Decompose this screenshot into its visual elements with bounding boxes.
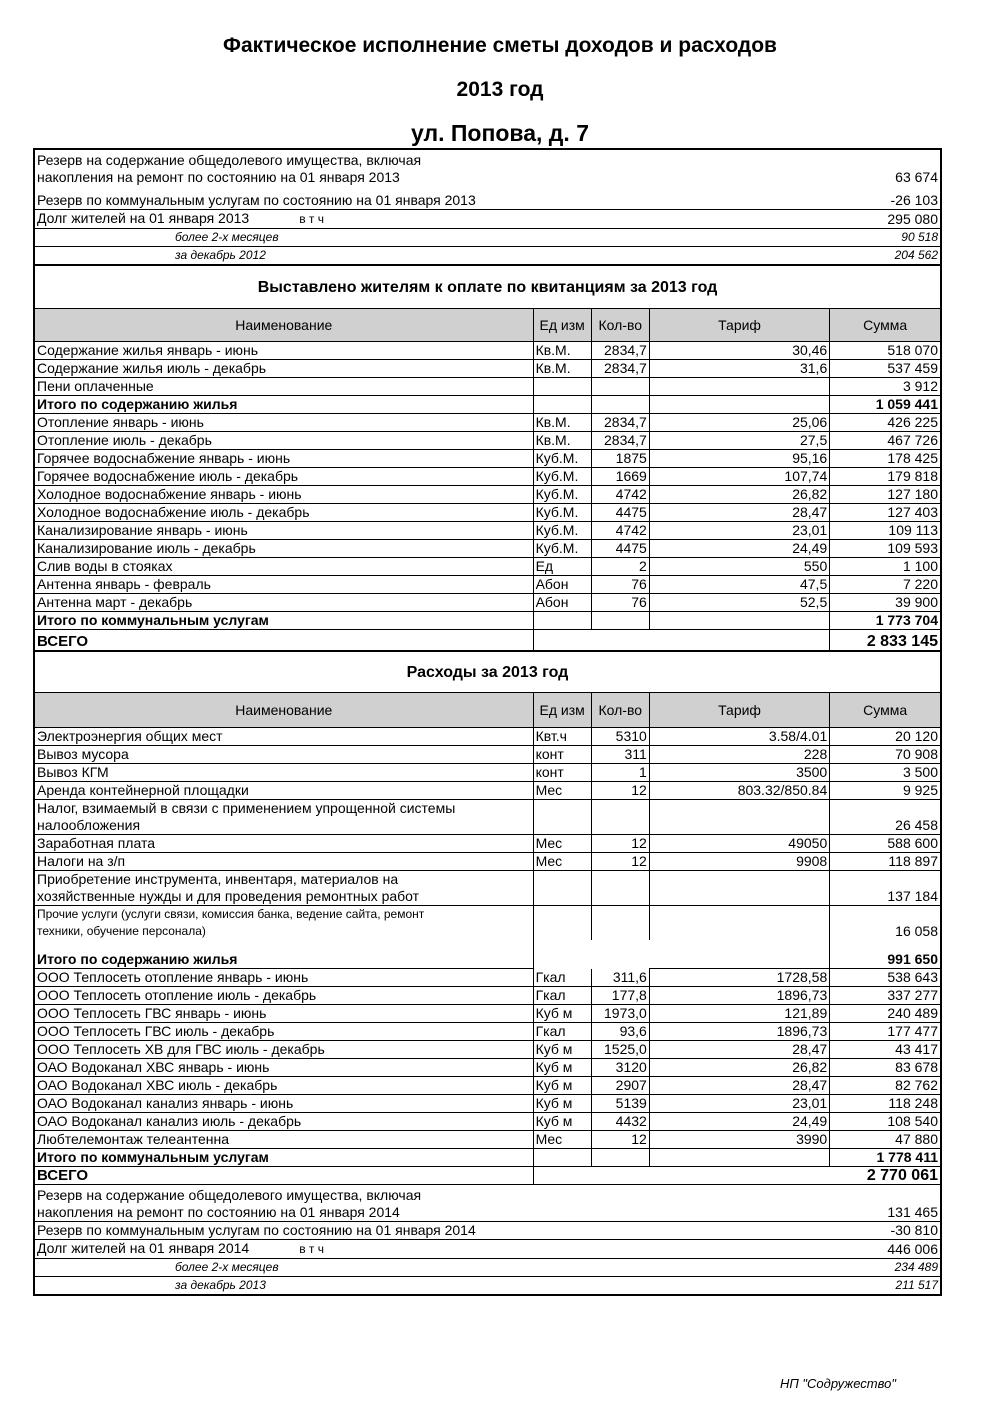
cell-qty [591, 396, 649, 414]
cell-unit: Куб м [533, 1059, 591, 1077]
cell-unit: конт [533, 764, 591, 782]
cell-unit [533, 396, 591, 414]
opening-over2-row [34, 229, 941, 247]
cell-unit: Абон [533, 576, 591, 594]
closing-over2-row [34, 1259, 941, 1277]
expenses-section-title-row [34, 651, 941, 693]
cell-tariff: 3500 [649, 764, 829, 782]
row-label: Итого по содержанию жилья [34, 940, 533, 969]
cell-qty: 5139 [591, 1095, 649, 1113]
total-value: 2 833 145 [830, 630, 941, 652]
util-total-row [34, 1149, 941, 1167]
row-value: 1 778 411 [830, 1149, 941, 1167]
cell-qty: 311 [591, 746, 649, 764]
cell-sum: 109 593 [830, 540, 941, 558]
cell-sum: 39 900 [830, 594, 941, 612]
row-label: Резерв по коммунальным услугам по состоянию на 01 января 2014 [34, 1222, 830, 1240]
cell-unit: Мес [533, 1131, 591, 1149]
cell-qty: 12 [591, 782, 649, 800]
row-value: 131 465 [830, 1185, 941, 1222]
table-row [34, 1059, 941, 1077]
cell-tariff: 31,6 [649, 360, 829, 378]
table-row [34, 432, 941, 450]
row-label: Итого по коммунальным услугам [34, 1149, 533, 1167]
cell-unit: конт [533, 746, 591, 764]
row-label: Долг жителей на 01 января 2013 [37, 210, 250, 226]
budget-table [33, 148, 942, 1296]
cell-tariff: 28,47 [649, 504, 829, 522]
cell-name: Вывоз КГМ [34, 764, 533, 782]
cell-qty: 12 [591, 853, 649, 871]
table-row [34, 540, 941, 558]
row-value: 204 562 [830, 247, 941, 266]
cell-sum: 108 540 [830, 1113, 941, 1131]
table-row [34, 558, 941, 576]
row-value: -26 103 [830, 192, 941, 210]
row-value: 137 184 [830, 871, 941, 906]
cell-name: Антенна март - декабрь [34, 594, 533, 612]
cell-tariff: 24,49 [649, 1113, 829, 1131]
opening-reserve-common-row [34, 149, 941, 186]
cell-sum: 7 220 [830, 576, 941, 594]
row-value: 295 080 [830, 210, 941, 229]
cell-tariff: 1896,73 [649, 1023, 829, 1041]
cell-sum: 518 070 [830, 342, 941, 360]
cell-name: Антенна январь - февраль [34, 576, 533, 594]
cell-qty: 76 [591, 594, 649, 612]
cell-tariff: 803.32/850.84 [649, 782, 829, 800]
table-row [34, 522, 941, 540]
table-row [34, 746, 941, 764]
row-value: 63 674 [830, 149, 941, 186]
cell-name: Горячее водоснабжение январь - июнь [34, 450, 533, 468]
cell-qty: 76 [591, 576, 649, 594]
tax-row [34, 800, 941, 835]
cell-sum: 118 897 [830, 853, 941, 871]
cell-name: Отопление январь - июнь [34, 414, 533, 432]
cell-tariff: 1896,73 [649, 987, 829, 1005]
document-address: ул. Попова, д. 7 [411, 120, 589, 146]
cell-tariff: 121,89 [649, 1005, 829, 1023]
table-row [34, 486, 941, 504]
cell-qty: 2 [591, 558, 649, 576]
cell-name: Итого по содержанию жилья [34, 396, 533, 414]
cell-sum: 537 459 [830, 360, 941, 378]
table-row [34, 468, 941, 486]
cell-tariff: 27,5 [649, 432, 829, 450]
maint-total-row [34, 940, 941, 969]
cell-qty: 4742 [591, 522, 649, 540]
cell-tariff: 30,46 [649, 342, 829, 360]
cell-name: ОАО Водоканал канализ июль - декабрь [34, 1113, 533, 1131]
billed-header-row [34, 309, 941, 342]
cell-unit: Кв.М. [533, 360, 591, 378]
cell-qty: 4475 [591, 540, 649, 558]
section-title: Выставлено жителям к оплате по квитанциям за 2013 год [34, 265, 941, 309]
row-label: более 2-х месяцев [34, 1259, 830, 1277]
cell-tariff: 47,5 [649, 576, 829, 594]
row-label: Долг жителей на 01 января 2014 [37, 1240, 250, 1256]
tools-row [34, 871, 941, 906]
cell-name: ООО Теплосеть ХВ для ГВС июль - декабрь [34, 1041, 533, 1059]
closing-reserve-common-row [34, 1185, 941, 1222]
cell-sum: 3 912 [830, 378, 941, 396]
cell-qty: 4432 [591, 1113, 649, 1131]
header-name: Наименование [34, 693, 533, 728]
cell-tariff [649, 378, 829, 396]
section-title: Расходы за 2013 год [34, 651, 941, 693]
cell-tariff: 3.58/4.01 [649, 728, 829, 746]
cell-qty [591, 378, 649, 396]
table-row [34, 728, 941, 746]
cell-unit: Куб.М. [533, 522, 591, 540]
row-label: Прочие услуги (услуги связи, комиссия банка, ведение сайта, ремонт [37, 907, 425, 921]
total-value: 2 770 061 [830, 1167, 941, 1185]
cell-unit: Квт.ч [533, 728, 591, 746]
cell-qty: 4742 [591, 486, 649, 504]
cell-name: Горячее водоснабжение июль - декабрь [34, 468, 533, 486]
table-row [34, 782, 941, 800]
row-label: Налог, взимаемый в связи с применением упрощенной системы [37, 800, 456, 816]
cell-tariff: 28,47 [649, 1041, 829, 1059]
cell-sum: 178 425 [830, 450, 941, 468]
expenses-total-row [34, 1167, 941, 1185]
table-row [34, 576, 941, 594]
cell-tariff: 550 [649, 558, 829, 576]
cell-name: Электроэнергия общих мест [34, 728, 533, 746]
table-row [34, 764, 941, 782]
cell-unit: Куб.М. [533, 468, 591, 486]
cell-name: Аренда контейнерной площадки [34, 782, 533, 800]
cell-qty: 2907 [591, 1077, 649, 1095]
cell-unit: Кв.М. [533, 342, 591, 360]
document-year: 2013 год [456, 78, 544, 101]
cell-sum: 118 248 [830, 1095, 941, 1113]
table-row [34, 378, 941, 396]
table-row [34, 360, 941, 378]
cell-unit [533, 612, 591, 630]
cell-name: Заработная плата [34, 835, 533, 853]
table-row [34, 342, 941, 360]
cell-qty: 5310 [591, 728, 649, 746]
cell-unit: Куб м [533, 1005, 591, 1023]
header-qty: Кол-во [591, 309, 649, 342]
cell-unit: Ед [533, 558, 591, 576]
cell-qty: 12 [591, 835, 649, 853]
cell-sum: 538 643 [830, 969, 941, 987]
opening-dec-row [34, 247, 941, 266]
cell-tariff: 1728,58 [649, 969, 829, 987]
cell-sum: 20 120 [830, 728, 941, 746]
table-row [34, 835, 941, 853]
cell-sum: 337 277 [830, 987, 941, 1005]
row-label: более 2-х месяцев [34, 229, 830, 247]
cell-name: Содержание жилья январь - июнь [34, 342, 533, 360]
header-sum: Сумма [830, 309, 941, 342]
row-value: -30 810 [830, 1222, 941, 1240]
header-tariff: Тариф [649, 693, 829, 728]
cell-name: Итого по коммунальным услугам [34, 612, 533, 630]
cell-name: ООО Теплосеть ГВС июль - декабрь [34, 1023, 533, 1041]
cell-name: Содержание жилья июль - декабрь [34, 360, 533, 378]
cell-sum: 83 678 [830, 1059, 941, 1077]
cell-unit: Мес [533, 835, 591, 853]
cell-name: ОАО Водоканал канализ январь - июнь [34, 1095, 533, 1113]
cell-tariff [649, 396, 829, 414]
cell-name: ОАО Водоканал ХВС январь - июнь [34, 1059, 533, 1077]
cell-unit: Куб м [533, 1095, 591, 1113]
table-row [34, 1023, 941, 1041]
cell-unit: Мес [533, 853, 591, 871]
cell-sum: 9 925 [830, 782, 941, 800]
cell-sum: 588 600 [830, 835, 941, 853]
closing-reserve-util-row [34, 1222, 941, 1240]
row-value: 991 650 [830, 940, 941, 969]
header-sum: Сумма [830, 693, 941, 728]
cell-unit: Куб.М. [533, 540, 591, 558]
document-title: Фактическое исполнение сметы доходов и расходов [223, 34, 777, 57]
cell-qty: 311,6 [591, 969, 649, 987]
cell-qty: 12 [591, 1131, 649, 1149]
cell-name: Холодное водоснабжение январь - июнь [34, 486, 533, 504]
cell-unit: Куб м [533, 1077, 591, 1095]
cell-sum: 240 489 [830, 1005, 941, 1023]
cell-tariff: 107,74 [649, 468, 829, 486]
cell-qty: 2834,7 [591, 360, 649, 378]
cell-name: ООО Теплосеть отопление январь - июнь [34, 969, 533, 987]
cell-qty: 2834,7 [591, 342, 649, 360]
row-value: 211 517 [830, 1277, 941, 1296]
cell-qty: 1875 [591, 450, 649, 468]
cell-name: Канализирование январь - июнь [34, 522, 533, 540]
cell-unit: Куб.М. [533, 486, 591, 504]
row-value: 234 489 [830, 1259, 941, 1277]
header-tariff: Тариф [649, 309, 829, 342]
cell-unit: Гкал [533, 969, 591, 987]
cell-sum: 127 180 [830, 486, 941, 504]
cell-tariff: 95,16 [649, 450, 829, 468]
row-label: Приобретение инструмента, инвентаря, материалов на [37, 871, 399, 887]
cell-name: Вывоз мусора [34, 746, 533, 764]
cell-name: Слив воды в стояках [34, 558, 533, 576]
cell-unit: Куб м [533, 1113, 591, 1131]
opening-reserve-util-row [34, 192, 941, 210]
cell-qty [591, 612, 649, 630]
cell-name: Холодное водоснабжение июль - декабрь [34, 504, 533, 522]
row-label: техники, обучение персонала) [37, 924, 206, 938]
cell-tariff: 28,47 [649, 1077, 829, 1095]
table-row [34, 1041, 941, 1059]
cell-tariff: 26,82 [649, 1059, 829, 1077]
cell-unit: Куб.М. [533, 450, 591, 468]
opening-debt-row [34, 210, 941, 229]
cell-tariff [649, 612, 829, 630]
cell-name: Любтелемонтаж телеантенна [34, 1131, 533, 1149]
closing-debt-row [34, 1240, 941, 1259]
table-row [34, 1131, 941, 1149]
cell-qty: 2834,7 [591, 414, 649, 432]
cell-qty: 1 [591, 764, 649, 782]
cell-sum: 3 500 [830, 764, 941, 782]
cell-qty: 2834,7 [591, 432, 649, 450]
row-label: за декабрь 2012 [34, 247, 830, 266]
cell-qty: 1669 [591, 468, 649, 486]
cell-unit: Гкал [533, 987, 591, 1005]
cell-sum: 179 818 [830, 468, 941, 486]
table-row [34, 853, 941, 871]
vtch-label: в т ч [299, 1242, 324, 1256]
cell-tariff: 49050 [649, 835, 829, 853]
row-label: Резерв по коммунальным услугам по состоянию на 01 января 2013 [34, 192, 830, 210]
closing-dec-row [34, 1277, 941, 1296]
cell-tariff: 25,06 [649, 414, 829, 432]
row-label: Резерв на содержание общедолевого имущества, включая [37, 152, 422, 168]
total-label: ВСЕГО [34, 1167, 533, 1185]
table-row [34, 1113, 941, 1131]
header-name: Наименование [34, 309, 533, 342]
row-label: хозяйственные нужды и для проведения ремонтных работ [37, 888, 420, 904]
cell-sum: 1 059 441 [830, 396, 941, 414]
cell-tariff: 228 [649, 746, 829, 764]
cell-qty: 1973,0 [591, 1005, 649, 1023]
cell-tariff: 23,01 [649, 522, 829, 540]
cell-sum: 70 908 [830, 746, 941, 764]
cell-sum: 1 773 704 [830, 612, 941, 630]
cell-sum: 1 100 [830, 558, 941, 576]
row-label: налообложения [37, 817, 141, 833]
cell-sum: 127 403 [830, 504, 941, 522]
cell-name: Отопление июль - декабрь [34, 432, 533, 450]
cell-unit: Кв.М. [533, 432, 591, 450]
table-row [34, 612, 941, 630]
vtch-label: в т ч [299, 212, 324, 226]
cell-name: Налоги на з/п [34, 853, 533, 871]
total-label: ВСЕГО [34, 630, 533, 652]
header-qty: Кол-во [591, 693, 649, 728]
row-label: накопления на ремонт по состоянию на 01 января 2014 [37, 1204, 400, 1220]
expenses-header-row [34, 693, 941, 728]
cell-qty: 93,6 [591, 1023, 649, 1041]
table-row [34, 1005, 941, 1023]
cell-sum: 82 762 [830, 1077, 941, 1095]
cell-sum: 177 477 [830, 1023, 941, 1041]
header-unit: Ед изм [533, 693, 591, 728]
cell-tariff: 52,5 [649, 594, 829, 612]
cell-unit: Куб.М. [533, 504, 591, 522]
cell-qty: 4475 [591, 504, 649, 522]
cell-name: ООО Теплосеть отопление июль - декабрь [34, 987, 533, 1005]
cell-name: Канализирование июль - декабрь [34, 540, 533, 558]
table-row [34, 414, 941, 432]
cell-tariff: 23,01 [649, 1095, 829, 1113]
row-label: Резерв на содержание общедолевого имущества, включая [37, 1187, 422, 1203]
table-row [34, 450, 941, 468]
row-label: за декабрь 2013 [34, 1277, 830, 1296]
table-row [34, 969, 941, 987]
table-row [34, 987, 941, 1005]
other-services-row [34, 906, 941, 941]
row-value: 26 458 [830, 800, 941, 835]
cell-name: ОАО Водоканал ХВС июль - декабрь [34, 1077, 533, 1095]
cell-tariff: 9908 [649, 853, 829, 871]
cell-qty: 177,8 [591, 987, 649, 1005]
cell-tariff: 24,49 [649, 540, 829, 558]
cell-unit: Кв.М. [533, 414, 591, 432]
cell-qty: 3120 [591, 1059, 649, 1077]
table-row [34, 594, 941, 612]
cell-unit: Куб м [533, 1041, 591, 1059]
billed-section-title-row [34, 265, 941, 309]
cell-unit [533, 378, 591, 396]
billed-total-row [34, 630, 941, 652]
cell-name: ООО Теплосеть ГВС январь - июнь [34, 1005, 533, 1023]
cell-tariff: 26,82 [649, 486, 829, 504]
cell-unit: Гкал [533, 1023, 591, 1041]
footer-org: НП "Содружество" [780, 1376, 896, 1391]
cell-sum: 43 417 [830, 1041, 941, 1059]
row-label: накопления на ремонт по состоянию на 01 января 2013 [37, 169, 400, 185]
row-value: 446 006 [830, 1240, 941, 1259]
cell-tariff: 3990 [649, 1131, 829, 1149]
cell-name: Пени оплаченные [34, 378, 533, 396]
cell-sum: 47 880 [830, 1131, 941, 1149]
cell-qty: 1525,0 [591, 1041, 649, 1059]
row-value: 16 058 [830, 906, 941, 941]
table-row [34, 396, 941, 414]
table-row [34, 1095, 941, 1113]
table-row [34, 1077, 941, 1095]
cell-sum: 109 113 [830, 522, 941, 540]
header-unit: Ед изм [533, 309, 591, 342]
cell-sum: 467 726 [830, 432, 941, 450]
table-row [34, 504, 941, 522]
row-value: 90 518 [830, 229, 941, 247]
cell-unit: Абон [533, 594, 591, 612]
cell-unit: Мес [533, 782, 591, 800]
cell-sum: 426 225 [830, 414, 941, 432]
